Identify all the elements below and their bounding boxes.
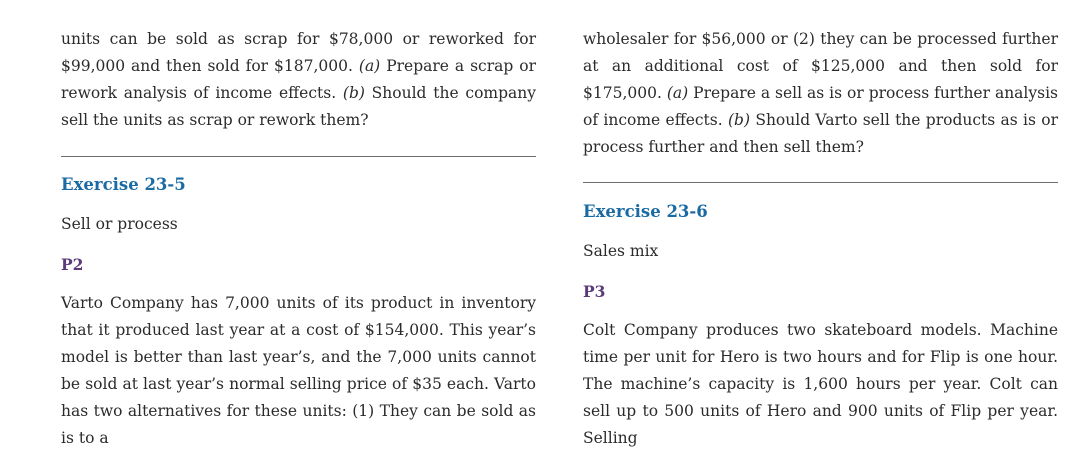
exercise-23-6-body: Colt Company produces two skateboard models. Machine time per unit for Hero is two hours and for Flip is one hour. The machine’s capacity is 1,600 hours per year. Colt can sell up to 500 units of Hero and 900 units of Flip per year. Selling [583,321,1058,447]
right-intro-paragraph [583,26,1058,161]
left-intro-text-2: Prepare a scrap or rework analysis of income effects. [61,57,537,102]
left-part-a-label: (a) [358,57,381,75]
left-section-divider [61,156,536,157]
right-intro-text-2: Prepare a sell as is or process further analysis of income effects. [583,84,1059,129]
exercise-23-5-heading: Exercise 23-5 [61,175,186,194]
left-part-b-label: (b) [342,84,365,102]
right-intro-text-3: Should Varto sell the products as is or process further and then sell them? [583,111,1058,156]
right-part-b-label: (b) [727,111,751,129]
left-intro-text-1: units can be sold as scrap for $78,000 or reworked for $99,000 and then sold for $187,000. [61,30,536,75]
exercise-23-6-heading: Exercise 23-6 [583,202,708,221]
left-intro-paragraph [61,26,536,134]
right-section-divider [583,182,1058,183]
exercise-23-6-topic: Sales mix [583,242,659,260]
exercise-23-5-topic: Sell or process [61,215,178,233]
right-intro-text-1: wholesaler for $56,000 or (2) they can be processed further at an additional cost of $125,000 and then sold for $175,000. [583,30,1058,102]
left-intro-text-3: Should the company sell the units as scrap or rework them? [61,84,537,129]
right-part-a-label: (a) [666,84,689,102]
exercise-23-5-body: Varto Company has 7,000 units of its product in inventory that it produced last year at a cost of $154,000. This year’s model is better than last year’s, and the 7,000 units cannot be sold at last year’s normal selling price of $35 each. Varto has two alternatives for these units: (1) They can be sold as is to a [61,294,536,447]
exercise-23-6-objective: P3 [583,282,606,301]
exercise-23-5-objective: P2 [61,255,84,274]
